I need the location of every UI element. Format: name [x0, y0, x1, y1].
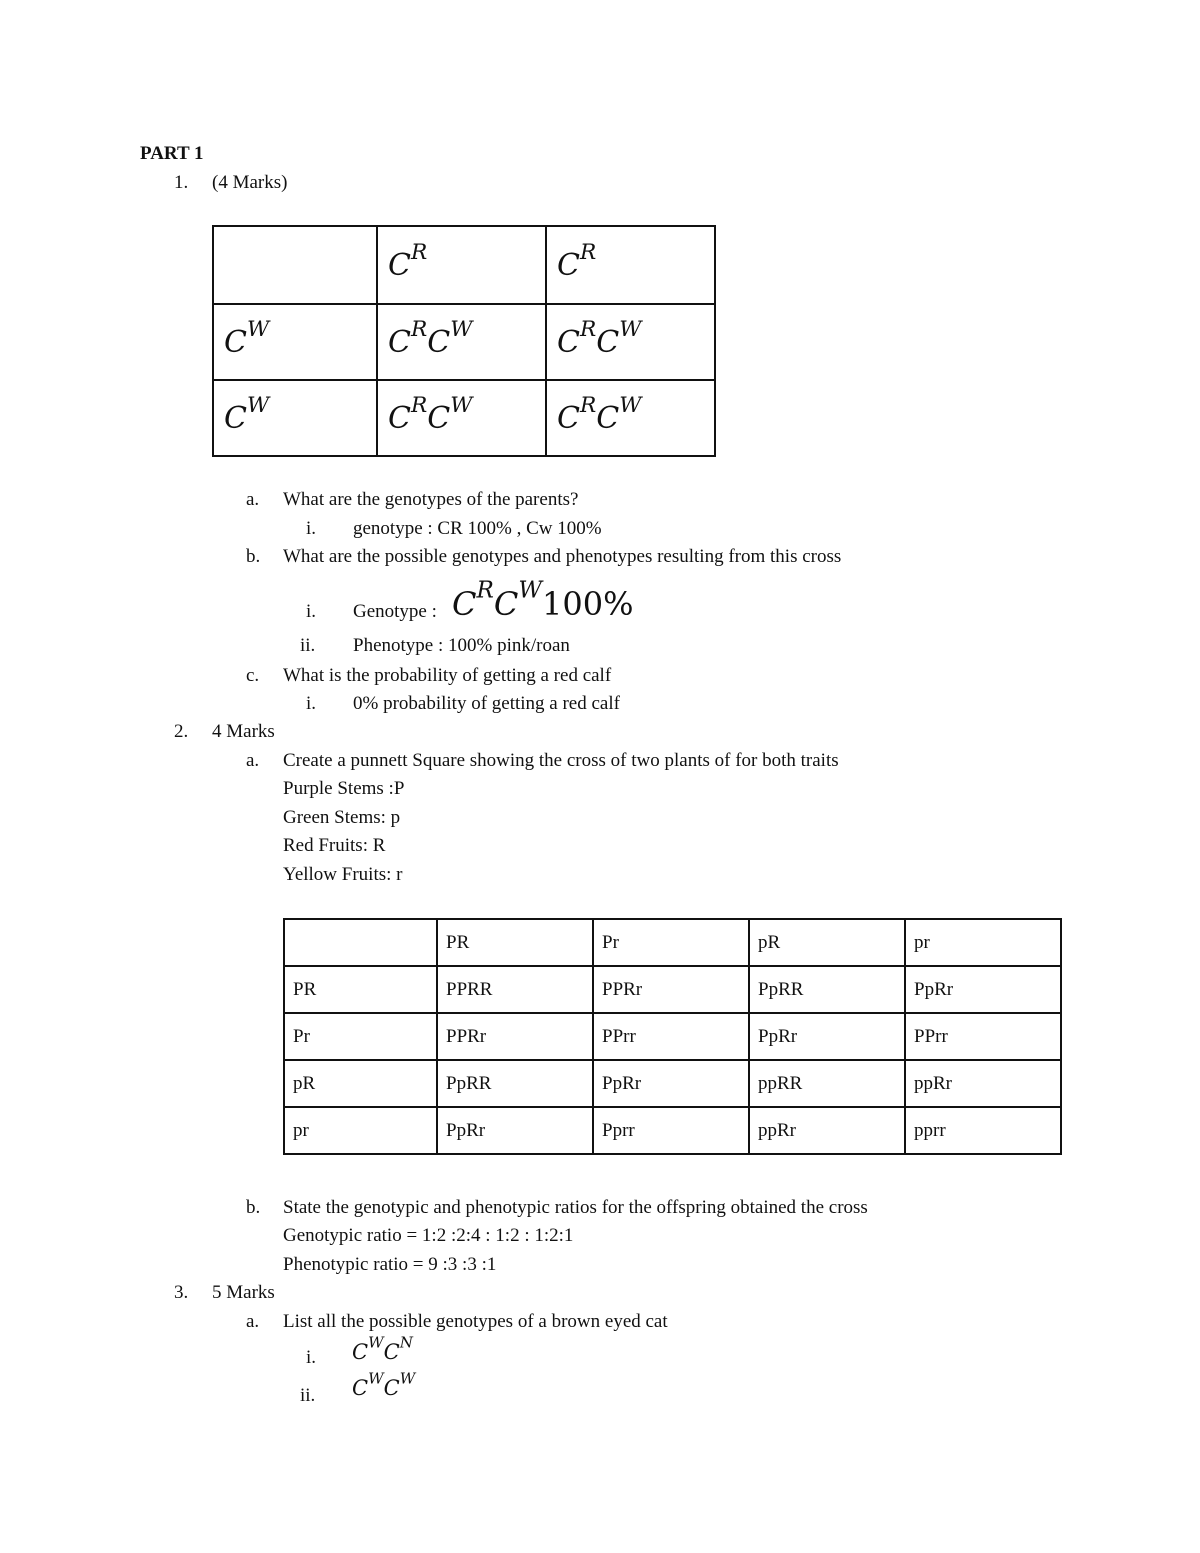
ps2-cell: PpRR — [437, 1060, 593, 1107]
ps1-corner-cell — [213, 226, 377, 304]
ps2-cell: PPRr — [437, 1013, 593, 1060]
q2-marks: 4 Marks — [212, 721, 275, 742]
q2a-marker: a. — [246, 750, 260, 771]
punnett-square-1 — [212, 225, 716, 457]
q2b-text: State the genotypic and phenotypic ratios for the offspring obtained the cross — [283, 1197, 868, 1218]
ps2-cell: PpRr — [593, 1060, 749, 1107]
ps2-header-cell: pr — [905, 919, 1061, 966]
ps2-cell: ppRR — [749, 1060, 905, 1107]
ps1-cell — [377, 304, 546, 380]
q3a-text: List all the possible genotypes of a brown eyed cat — [283, 1311, 668, 1332]
ps2-cell: PpRr — [905, 966, 1061, 1013]
genotype-crcw: $C^RC^W$ — [557, 392, 642, 436]
q1b-i-marker: i. — [306, 601, 317, 622]
trait-line: Yellow Fruits: r — [283, 864, 403, 885]
q3a-i-marker: i. — [306, 1347, 317, 1368]
trait-line: Red Fruits: R — [283, 835, 386, 856]
q1c-i-marker: i. — [306, 693, 317, 714]
ps2-header-cell: PR — [437, 919, 593, 966]
q2-number: 2. — [174, 721, 189, 742]
q3-marks: 5 Marks — [212, 1282, 275, 1303]
ps2-cell: PpRr — [749, 1013, 905, 1060]
percent-value: 100% — [542, 585, 634, 623]
q1b-text: What are the possible genotypes and phenotypes resulting from this cross — [283, 546, 842, 567]
ps1-header-cell — [377, 226, 546, 304]
q3-number: 3. — [174, 1282, 189, 1303]
genotype-crcw: $C^RC^W$ — [388, 316, 473, 360]
ps2-header-cell: Pr — [593, 919, 749, 966]
part-title: PART 1 — [140, 143, 204, 164]
trait-line: Green Stems: p — [283, 807, 401, 828]
q1c-text: What is the probability of getting a red calf — [283, 665, 612, 686]
q1a-i-marker: i. — [306, 518, 317, 539]
q3a-ii-marker: ii. — [300, 1385, 316, 1406]
trait-line: Purple Stems :P — [283, 778, 405, 799]
q1b-ii-marker: ii. — [300, 635, 316, 656]
ps2-cell: PPRR — [437, 966, 593, 1013]
ps2-row-header-cell: Pr — [284, 1013, 437, 1060]
q3a-marker: a. — [246, 1311, 260, 1332]
ps2-cell: PPRr — [593, 966, 749, 1013]
genotype-crcw: $C^RC^W$ — [557, 316, 642, 360]
q1c-i-text: 0% probability of getting a red calf — [353, 693, 620, 714]
ps1-row-header-cell — [213, 304, 377, 380]
allele-cw: $C^W$ — [224, 392, 270, 436]
allele-cr: $C^R$ — [557, 239, 597, 283]
ps2-cell: pprr — [905, 1107, 1061, 1154]
q1c-marker: c. — [246, 665, 260, 686]
q1b-i-genotype-math: $C^RC^W100\%$ — [452, 577, 634, 623]
genotype-cwcw: $C^WC^W$ — [352, 1369, 416, 1400]
q1-number: 1. — [174, 172, 189, 193]
q2b-marker: b. — [246, 1197, 261, 1218]
ps2-row-header-cell: PR — [284, 966, 437, 1013]
phenotypic-ratio: Phenotypic ratio = 9 :3 :3 :1 — [283, 1254, 497, 1275]
ps2-cell: Pprr — [593, 1107, 749, 1154]
ps2-row-header-cell: pr — [284, 1107, 437, 1154]
genotypic-ratio: Genotypic ratio = 1:2 :2:4 : 1:2 : 1:2:1 — [283, 1225, 574, 1246]
ps2-cell: PPrr — [905, 1013, 1061, 1060]
punnett-square-2 — [283, 918, 1062, 1155]
ps2-row-header-cell: pR — [284, 1060, 437, 1107]
ps2-cell: PpRR — [749, 966, 905, 1013]
q1-marks: (4 Marks) — [212, 172, 288, 193]
ps2-cell: ppRr — [905, 1060, 1061, 1107]
q1b-ii-text: Phenotype : 100% pink/roan — [353, 635, 570, 656]
genotype-cwcn: $C^WC^N$ — [352, 1333, 413, 1364]
q1a-marker: a. — [246, 489, 260, 510]
allele-cw: $C^W$ — [224, 316, 270, 360]
ps1-header-cell — [546, 226, 715, 304]
allele-cr: $C^R$ — [388, 239, 428, 283]
ps2-cell: ppRr — [749, 1107, 905, 1154]
ps2-cell — [284, 919, 437, 966]
q1a-text: What are the genotypes of the parents? — [283, 489, 579, 510]
q2a-text: Create a punnett Square showing the cross of two plants of for both traits — [283, 750, 839, 771]
q1b-marker: b. — [246, 546, 261, 567]
ps1-cell — [546, 304, 715, 380]
ps2-cell: PpRr — [437, 1107, 593, 1154]
genotype-crcw: $C^RC^W$ — [388, 392, 473, 436]
ps2-cell: PPrr — [593, 1013, 749, 1060]
ps1-cell — [546, 380, 715, 456]
ps1-row-header-cell — [213, 380, 377, 456]
q1a-i-text: genotype : CR 100% , Cw 100% — [353, 518, 602, 539]
q1b-i-label: Genotype : — [353, 601, 437, 622]
ps1-cell — [377, 380, 546, 456]
ps2-header-cell: pR — [749, 919, 905, 966]
